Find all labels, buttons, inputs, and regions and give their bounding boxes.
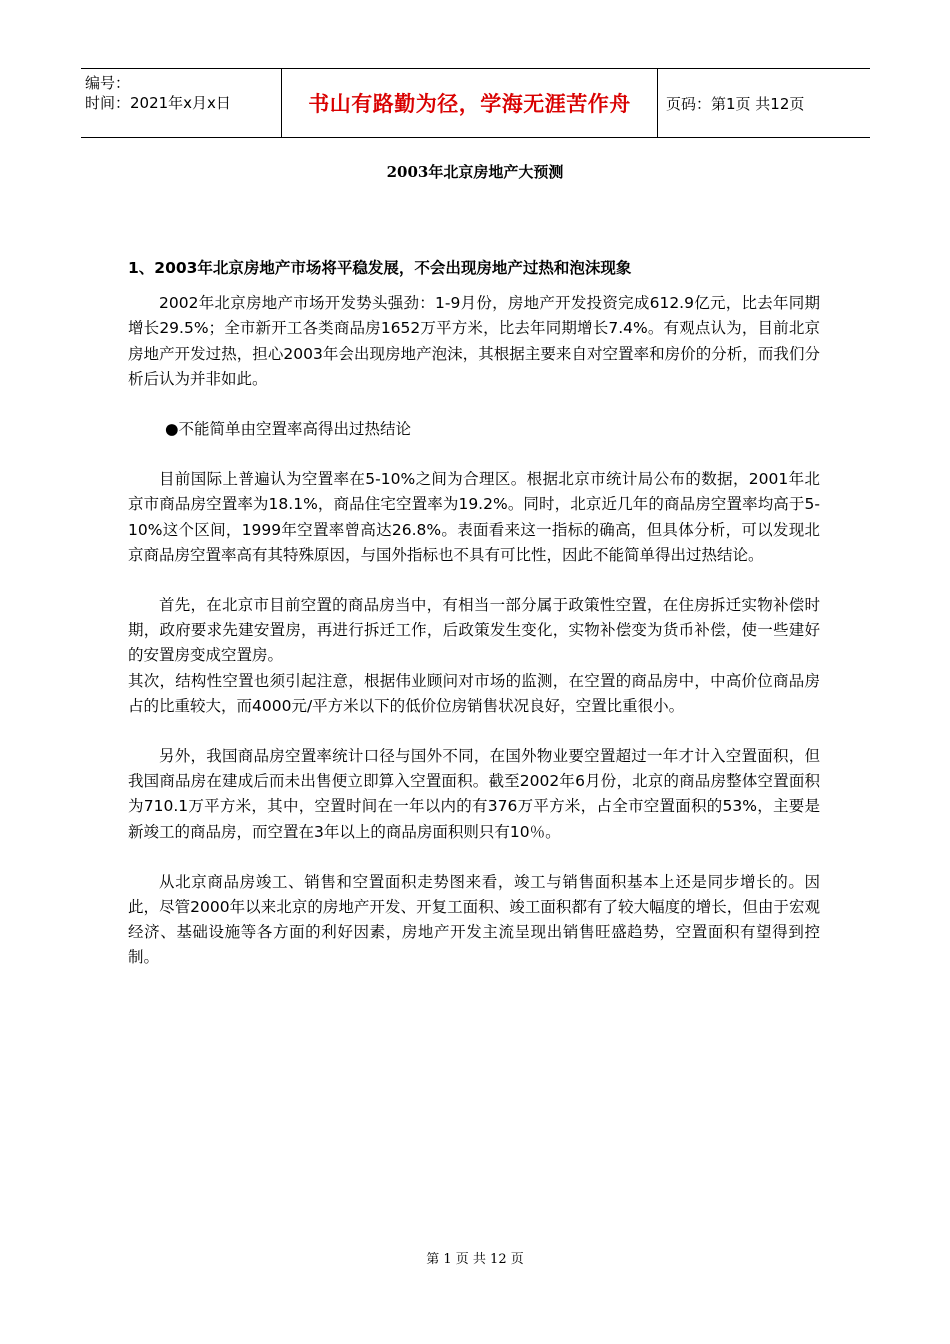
header-page-info: 页码：第1页 共12页 <box>666 94 805 113</box>
page-footer: 第 1 页 共 12 页 <box>426 1252 524 1267</box>
bullet-point: ●不能简单由空置率高得出过热结论 <box>165 420 412 439</box>
header-left-cell <box>81 69 281 137</box>
paragraph-6: 从北京商品房竣工、销售和空置面积走势图来看，竣工与销售面积基本上还是同步增长的。因此，尽管2000年以来北京的房地产开发、开复工面积、竣工面积都有了较大幅度的增长，但由于宏观经济、基础设施等各方面的利好因素，房地产开发主流呈现出销售旺盛趋势，空置面积有望得到控制。 <box>128 872 820 967</box>
document-title: 2003年北京房地产大预测 <box>386 163 564 181</box>
header-motto: 书山有路勤为径，学海无涯苦作舟 <box>281 69 658 137</box>
paragraph-3: 首先，在北京市目前空置的商品房当中，有相当一部分属于政策性空置，在住房拆迁实物补偿时期，政府要求先建安置房，再进行拆迁工作，后政策发生变化，实物补偿变为货币补偿，使一些建好的安置房变成空置房。 <box>128 596 820 665</box>
section-heading: 1、2003年北京房地产市场将平稳发展，不会出现房地产过热和泡沫现象 <box>128 259 632 277</box>
paragraph-2: 目前国际上普遍认为空置率在5-10%之间为合理区。根据北京市统计局公布的数据，2001年北京市商品房空置率为18.1%，商品住宅空置率为19.2%。同时，北京近几年的商品房空置率均高于5-10%这个区间，1999年空置率曾高达26.8%。表面看来这一指标的确高，但具体分析，可以发现北京商品房空置率高有其特殊原因，与国外指标也不具有可比性，因此不能简单得出过热结论。 <box>128 470 820 564</box>
paragraph-5: 另外，我国商品房空置率统计口径与国外不同，在国外物业要空置超过一年才计入空置面积，但我国商品房在建成后而未出售便立即算入空置面积。截至2002年6月份，北京的商品房整体空置面积为710.1万平方米，其中，空置时间在一年以内的有376万平方米，占全市空置面积的53%，主要是新竣工的商品房，而空置在3年以上的商品房面积则只有10％。 <box>128 747 820 841</box>
header-table <box>81 68 870 138</box>
time-label: 时间：2021年x月x日 <box>85 94 231 112</box>
paragraph-4: 其次，结构性空置也须引起注意，根据伟业顾问对市场的监测，在空置的商品房中，中高价位商品房占的比重较大，而4000元/平方米以下的低价位房销售状况良好，空置比重很小。 <box>128 671 820 715</box>
paragraph-1: 2002年北京房地产市场开发势头强劲：1-9月份，房地产开发投资完成612.9亿元，比去年同期增长29.5%；全市新开工各类商品房1652万平方米，比去年同期增长7.4%。有观点认为，目前北京房地产开发过热，担心2003年会出现房地产泡沫，其根据主要来自对空置率和房价的分析，而我们分析后认为并非如此。 <box>128 294 820 388</box>
number-label: 编号： <box>85 74 131 92</box>
document-body <box>128 256 820 971</box>
